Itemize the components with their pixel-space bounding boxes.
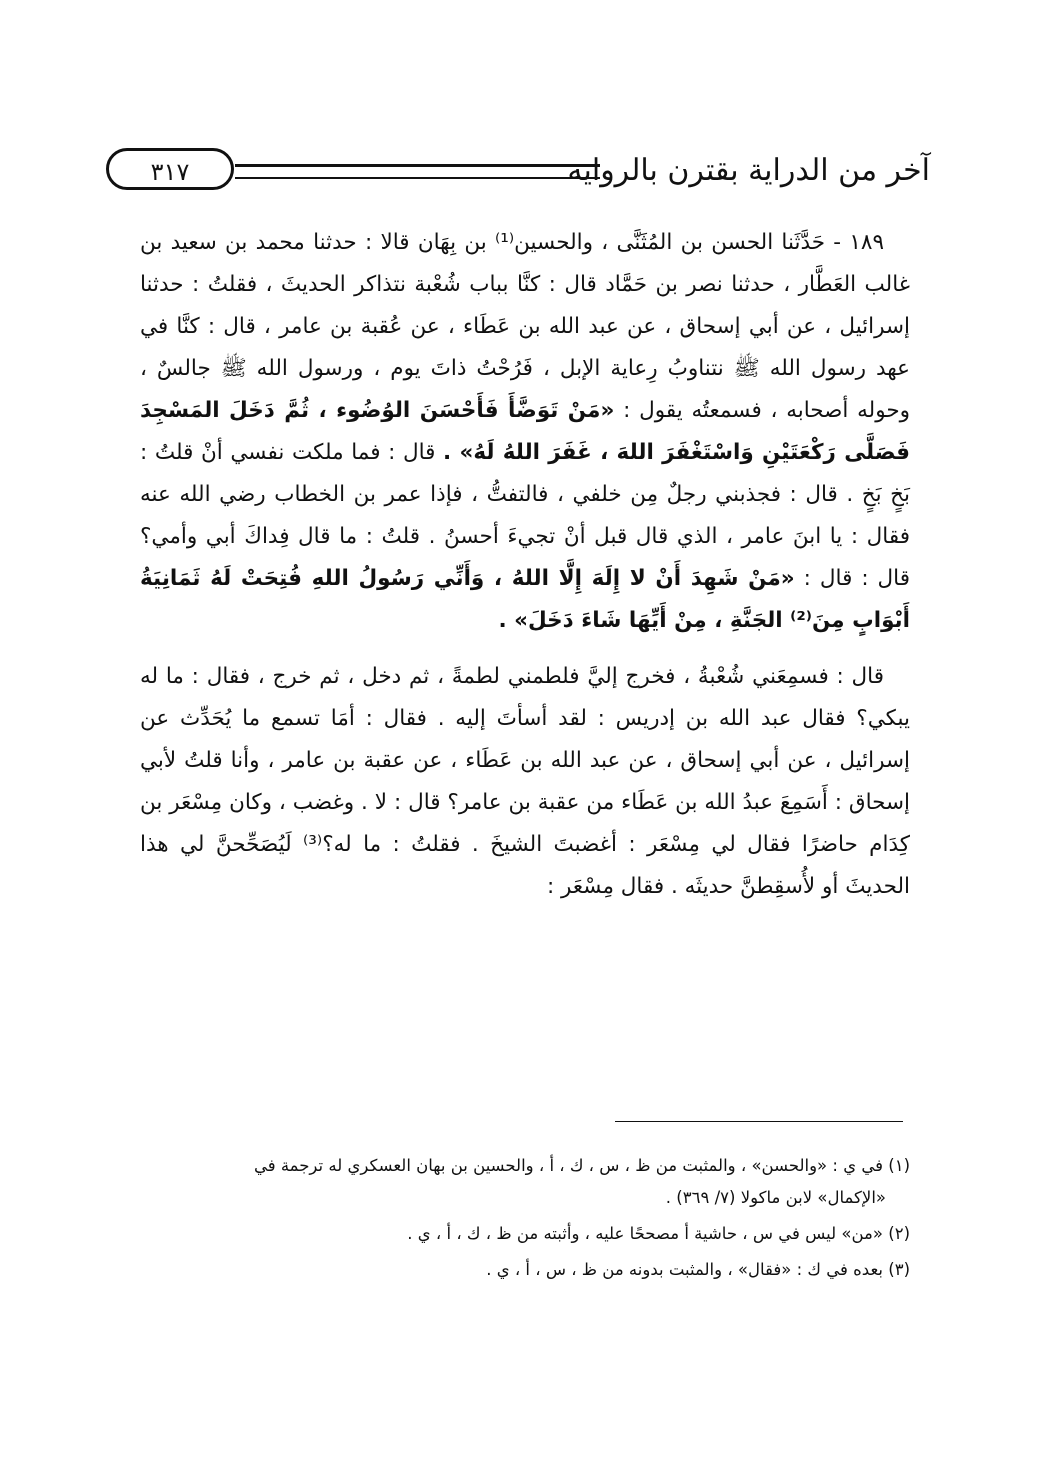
paragraph [140, 222, 910, 642]
page-header [100, 148, 930, 198]
narration-text: ١٨٩ - حَدَّثَنا الحسن بن المُثَنَّى ، والحسين⁽¹⁾ بن بِهَان قالا : حدثنا محمد بن سعيد بن غالب العَطَّار ، حدثنا نصر بن حَمَّاد قال : كنَّا بباب شُعْبة نتذاكر الحديثَ ، فقلتُ : حدثنا إسرائيل ، عن أبي إسحاق ، عن عبد الله بن عَطَاء ، عن عُقبة بن عامر ، قال : كنَّا في عهد رسول الله ﷺ نتناوبُ رِعاية الإبل ، فَرُحْتُ ذاتَ يوم ، ورسول الله ﷺ جالسٌ ، وحوله أصحابه ، فسمعتُه يقول : [140, 230, 910, 423]
footnotes [140, 1150, 910, 1286]
hadith-text: «مَنْ تَوَضَّأَ فَأَحْسَنَ الوُضُوء ، ثُمَّ دَخَلَ المَسْجِدَ فَصَلَّى رَكْعَتَيْنِ وَاسْتَغْفَرَ اللهَ ، غَفَرَ اللهُ لَهُ» . [140, 398, 910, 465]
header-double-rule [235, 164, 600, 179]
hadith-text: «مَنْ شَهِدَ أَنْ لا إِلَهَ إِلَّا اللهُ ، وَأَنِّي رَسُولُ اللهِ فُتِحَتْ لَهُ ثَمَانِيَةُ أَبْوَابٍ مِنَ⁽²⁾ الجَنَّةِ ، مِنْ أَيِّهَا شَاءَ دَخَلَ» . [140, 566, 910, 633]
footnote-separator [615, 1121, 903, 1122]
footnote: (١) في ي : «والحسن» ، والمثبت من ظ ، س ، ك ، أ ، والحسين بن بهان العسكري له ترجمة في [253, 1156, 910, 1175]
paragraph: قال : فسمِعَني شُعْبةُ ، فخرج إليَّ فلطمني لطمةً ، ثم دخل ، ثم خرج ، فقال : ما له يبكي؟ فقال عبد الله بن إدريس : لقد أسأتَ إليه . فقال : أمَا تسمع ما يُحَدِّث عن إسرائيل ، عن أبي إسحاق ، عن عبد الله بن عَطَاء ، عن عقبة بن عامر ، وأنا قلتُ لأبي إسحاق : أَسَمِعَ عبدُ الله بن عَطَاء من عقبة بن عامر؟ قال : لا . وغضب ، وكان مِسْعَر بن كِدَام حاضرًا فقال لي مِسْعَر : أغضبتَ الشيخَ . فقلتُ : ما له؟⁽³⁾ لَيُصَحِّحنَّ لي هذا الحديثَ أو لأُسقِطنَّ حديثَه . فقال مِسْعَر : [140, 664, 910, 899]
main-text [140, 222, 910, 908]
footnote: (٢) «من» ليس في س ، حاشية أ مصححًا عليه ، وأثبته من ظ ، ك ، أ ، ي . [407, 1224, 910, 1243]
footnote: (٣) بعده في ك : «فقال» ، والمثبت بدونه من ظ ، س ، أ ، ي . [486, 1260, 910, 1279]
running-title: آخر من الدراية بقترن بالرواية [567, 153, 930, 188]
page-number: ٣١٧ [106, 148, 234, 190]
narration-text: قال : فما ملكت نفسي أنْ قلتُ : بَخٍ بَخٍ . قال : فجذبني رجلٌ مِن خلفي ، فالتفتُّ ، فإذا عمر بن الخطاب رضي الله عنه فقال : يا ابنَ عامر ، الذي قال قبل أنْ تجيءَ أحسنُ . قلتُ : ما قال فِداكَ أبي وأمي؟ قال : قال : [140, 440, 911, 591]
footnote-continuation: «الإكمال» لابن ماكولا (٧/ ٣٦٩) . [665, 1188, 886, 1207]
